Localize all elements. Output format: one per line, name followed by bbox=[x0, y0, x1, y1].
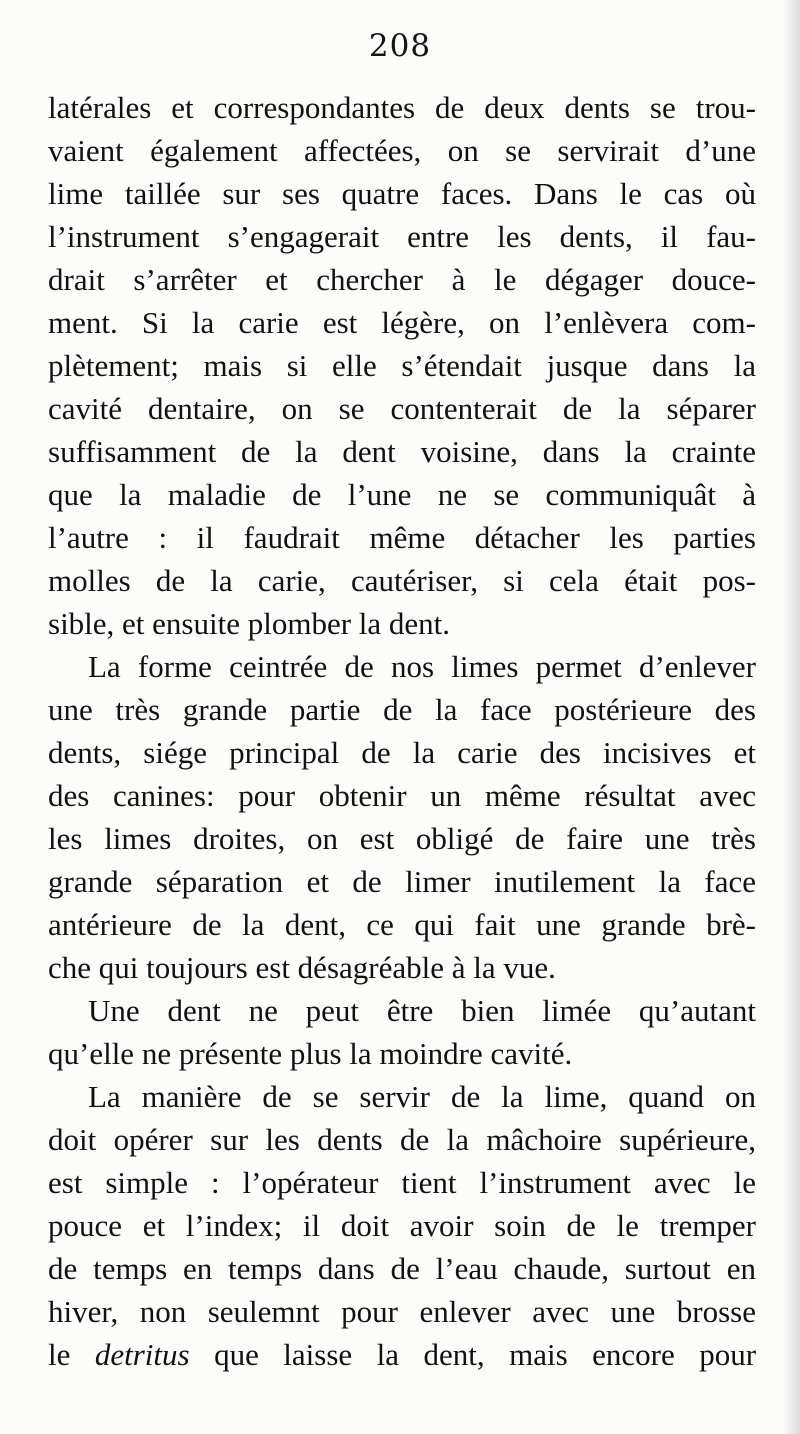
body-text bbox=[48, 86, 756, 1376]
text-line: plètement; mais si elle s’étendait jusque dans la bbox=[48, 348, 756, 383]
text-line-italic-term bbox=[48, 1333, 756, 1376]
text-line: lime taillée sur ses quatre faces. Dans le cas où bbox=[48, 176, 756, 211]
italic-term: detritus bbox=[94, 1337, 190, 1372]
text-line: vaient également affectées, on se servirait d’une bbox=[48, 133, 756, 168]
text-line: est simple : l’opérateur tient l’instrument avec le bbox=[48, 1165, 756, 1200]
text-line: latérales et correspondantes de deux dents se trou- bbox=[48, 90, 756, 125]
text-line: pouce et l’index; il doit avoir soin de le tremper bbox=[48, 1208, 756, 1243]
text-line: l’autre : il faudrait même détacher les parties bbox=[48, 520, 756, 555]
text-line: sible, et ensuite plomber la dent. bbox=[48, 606, 451, 641]
text-line: que la maladie de l’une ne se communiquât à bbox=[48, 477, 756, 512]
text-line: des canines: pour obtenir un même résultat avec bbox=[48, 778, 756, 813]
paragraph-start-line: La forme ceintrée de nos limes permet d’enlever bbox=[88, 649, 756, 684]
text-line: une très grande partie de la face postérieure des bbox=[48, 692, 756, 727]
page-edge-shadow bbox=[782, 0, 800, 1434]
text-line: dents, siége principal de la carie des incisives et bbox=[48, 735, 756, 770]
text-line: cavité dentaire, on se contenterait de la séparer bbox=[48, 391, 756, 426]
text-line: ment. Si la carie est légère, on l’enlèvera com- bbox=[48, 305, 756, 340]
text-line: grande séparation et de limer inutilement la face bbox=[48, 864, 756, 899]
text-line: de temps en temps dans de l’eau chaude, surtout en bbox=[48, 1251, 756, 1286]
text-line: qu’elle ne présente plus la moindre cavité. bbox=[48, 1036, 573, 1071]
text-line: doit opérer sur les dents de la mâchoire supérieure, bbox=[48, 1122, 756, 1157]
text-line: l’instrument s’engagerait entre les dents, il fau- bbox=[48, 219, 756, 254]
line-rest: que laisse la dent, mais encore pour bbox=[214, 1337, 756, 1372]
text-line: drait s’arrêter et chercher à le dégager douce- bbox=[48, 262, 756, 297]
page-number: 208 bbox=[368, 28, 432, 64]
text-line: suffisamment de la dent voisine, dans la crainte bbox=[48, 434, 756, 469]
paragraph-start-line: La manière de se servir de la lime, quand on bbox=[88, 1079, 756, 1114]
paragraph-start-line: Une dent ne peut être bien limée qu’autant bbox=[88, 993, 756, 1028]
text-line: hiver, non seulemnt pour enlever avec une brosse bbox=[48, 1294, 756, 1329]
text-line: antérieure de la dent, ce qui fait une grande brè- bbox=[48, 907, 756, 942]
text-line: les limes droites, on est obligé de faire une très bbox=[48, 821, 756, 856]
line-start: le bbox=[48, 1337, 71, 1372]
text-line: che qui toujours est désagréable à la vue. bbox=[48, 950, 556, 985]
text-line: molles de la carie, cautériser, si cela était pos- bbox=[48, 563, 756, 598]
